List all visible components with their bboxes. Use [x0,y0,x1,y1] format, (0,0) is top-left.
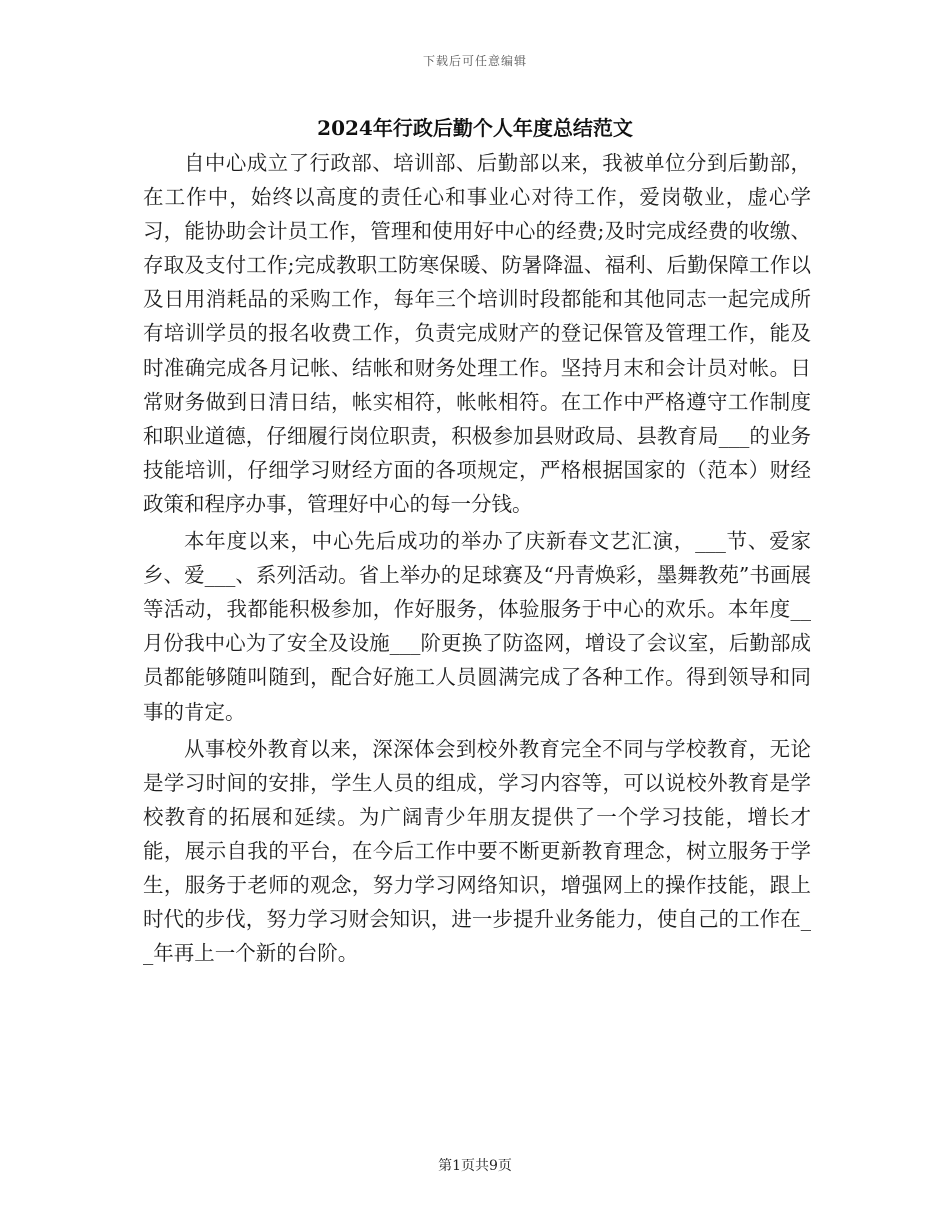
document-title: 2024年行政后勤个人年度总结范文 [317,116,633,140]
paragraph-1: 自中心成立了行政部、培训部、后勤部以来，我被单位分到后勤部，在工作中，始终以高度的责任心和事业心对待工作，爱岗敬业，虚心学习，能协助会计员工作，管理和使用好中心的经费;及时完成经费的收缴、存取及支付工作;完成教职工防寒保暖、防暑降温、福利、后勤保障工作以及日用消耗品的采购工作，每年三个培训时段都能和其他同志一起完成所有培训学员的报名收费工作，负责完成财产的登记保管及管理工作，能及时准确完成各月记帐、结帐和财务处理工作。坚持月末和会计员对帐。日常财务做到日清日结，帐实相符，帐帐相符。在工作中严格遵守工作制度和职业道德，仔细履行岗位职责，积极参加县财政局、县教育局___的业务技能培训，仔细学习财经方面的各项规定，严格根据国家的（范本）财经政策和程序办事，管理好中心的每一分钱。 [143,151,811,516]
document-body [143,146,811,973]
paragraph-3: 从事校外教育以来，深深体会到校外教育完全不同与学校教育，无论是学习时间的安排，学生人员的组成，学习内容等，可以说校外教育是学校教育的拓展和延续。为广阔青少年朋友提供了一个学习技能，增长才能，展示自我的平台，在今后工作中要不断更新教育理念，树立服务于学生，服务于老师的观念，努力学习网络知识，增强网上的操作技能，跟上时代的步伐，努力学习财会知识，进一步提升业务能力，使自己的工作在__年再上一个新的台阶。 [143,736,811,966]
page-indicator: 第1页共9页 [438,1158,512,1174]
header-note: 下载后可任意编辑 [422,54,527,68]
paragraph-2: 本年度以来，中心先后成功的举办了庆新春文艺汇演，___节、爱家乡、爱___、系列活动。省上举办的足球赛及“丹青焕彩，墨舞教苑”书画展等活动，我都能积极参加，作好服务，体验服务于中心的欢乐。本年度__月份我中心为了安全及设施___阶更换了防盗网，增设了会议室，后勤部成员都能够随叫随到，配合好施工人员圆满完成了各种工作。得到领导和同事的肯定。 [143,529,811,724]
